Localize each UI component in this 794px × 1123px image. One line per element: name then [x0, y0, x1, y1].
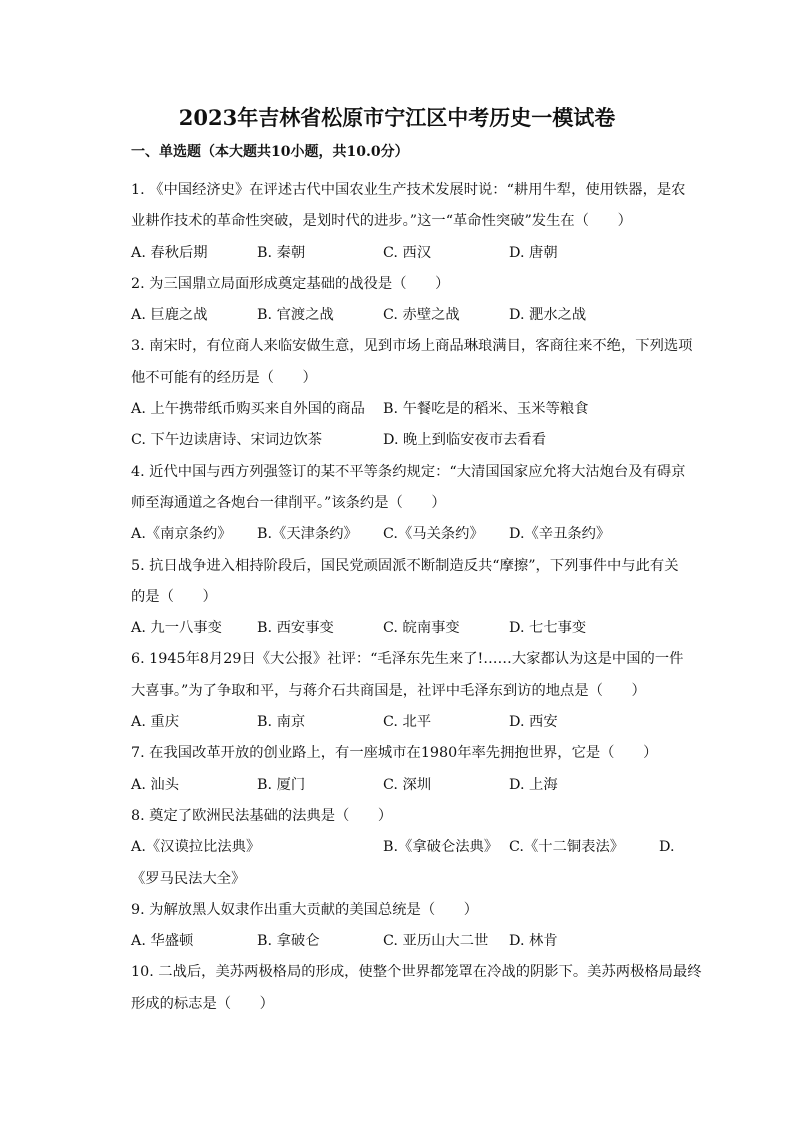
question-6-options: [131, 707, 691, 738]
question-list: [131, 175, 702, 1020]
option-d: D. 上海: [509, 776, 558, 793]
question-3-options-row1: [131, 394, 691, 425]
option-a: A. 重庆: [131, 714, 180, 731]
question-7-text: 7. 在我国改革开放的创业路上，有一座城市在1980年率先拥抱世界，它是（ ）: [131, 745, 658, 762]
question-3-options-row2: [131, 425, 691, 456]
option-c: C.《十二铜表法》: [509, 839, 625, 856]
question-3-text: 他不可能有的经历是（ ）: [131, 369, 317, 386]
option-c: C. 亚历山大二世: [383, 933, 489, 950]
option-d: 《罗马民法大全》: [131, 870, 246, 887]
option-a: A. 上午携带纸币购买来自外国的商品: [131, 401, 365, 418]
option-b: B. 官渡之战: [257, 307, 334, 324]
option-b: B.《天津条约》: [257, 526, 358, 543]
option-b: B. 拿破仑: [257, 933, 320, 950]
question-5-options: [131, 613, 691, 644]
option-a: A.《汉谟拉比法典》: [131, 839, 261, 856]
option-d: D. 唐朝: [509, 244, 558, 261]
question-9-options: [131, 926, 691, 957]
question-1-text: 1. 《中国经济史》在评述古代中国农业生产技术发展时说：“耕用牛犁，使用铁器，是农: [131, 182, 686, 198]
question-5-text: 的是（ ）: [131, 588, 217, 605]
question-1-options: [131, 238, 691, 269]
question-9-text: 9. 为解放黑人奴隶作出重大贡献的美国总统是（ ）: [131, 901, 479, 918]
question-1-text: 业耕作技术的革命性突破，是划时代的进步。”这一“革命性突破”发生在（ ）: [131, 213, 632, 230]
option-c: C. 北平: [383, 714, 432, 731]
option-b: B. 南京: [257, 714, 306, 731]
section-heading: 一、单选题（本大题共10小题，共10.0分）: [131, 144, 409, 160]
question-6-text: 大喜事。”为了争取和平，与蒋介石共商国是，社评中毛泽东到访的地点是（ ）: [131, 682, 646, 699]
option-b: B. 西安事变: [257, 620, 334, 637]
question-10-text: 形成的标志是（ ）: [131, 995, 274, 1012]
option-b: B. 秦朝: [257, 244, 306, 261]
option-c: C. 深圳: [383, 776, 432, 793]
option-d: D. 晚上到临安夜市去看看: [383, 432, 547, 449]
page-title: 2023年吉林省松原市宁江区中考历史一模试卷: [178, 105, 616, 130]
question-4-text: 4. 近代中国与西方列强签订的某不平等条约规定：“大清国国家应允将大沽炮台及有碍京: [131, 463, 686, 480]
question-2-options: [131, 300, 691, 331]
option-a: A. 春秋后期: [131, 244, 208, 261]
question-7-options: [131, 770, 691, 801]
option-d-letter: D.: [659, 839, 675, 856]
question-5-text: 5. 抗日战争进入相持阶段后，国民党顽固派不断制造反共“摩擦”，下列事件中与此有关: [131, 557, 679, 574]
question-8-text: 8. 奠定了欧洲民法基础的法典是（ ）: [131, 807, 393, 824]
option-d: D.《辛丑条约》: [509, 526, 611, 543]
option-b: B. 午餐吃是的稻米、玉米等粮食: [383, 401, 589, 418]
option-b: B. 厦门: [257, 776, 306, 793]
option-b: B.《拿破仑法典》: [383, 839, 499, 856]
option-a: A. 华盛顿: [131, 933, 194, 950]
option-a: A.《南京条约》: [131, 526, 232, 543]
question-2-text: 2. 为三国鼎立局面形成奠定基础的战役是（ ）: [131, 275, 450, 292]
option-d: D. 淝水之战: [509, 307, 587, 324]
option-a: A. 汕头: [131, 776, 180, 793]
option-d: D. 林肯: [509, 933, 558, 950]
option-d: D. 西安: [509, 714, 558, 731]
question-6-text: 6. 1945年8月29日《大公报》社评：“毛泽东先生来了!……大家都认为这是中国的一件: [131, 651, 684, 668]
question-8-options: [131, 832, 691, 863]
option-c: C. 赤壁之战: [383, 307, 460, 324]
option-c: C. 西汉: [383, 244, 432, 261]
question-4-options: [131, 519, 691, 550]
option-a: A. 巨鹿之战: [131, 307, 208, 324]
question-3-text: 3. 南宋时，有位商人来临安做生意，见到市场上商品琳琅满目，客商往来不绝，下列选项: [131, 338, 693, 355]
option-a: A. 九一八事变: [131, 620, 222, 637]
option-c: C. 下午边读唐诗、宋词边饮茶: [131, 432, 323, 449]
option-c: C.《马关条约》: [383, 526, 484, 543]
question-4-text: 师至海通道之各炮台一律削平。”该条约是（ ）: [131, 494, 446, 511]
option-c: C. 皖南事变: [383, 620, 460, 637]
option-d: D. 七七事变: [509, 620, 587, 637]
question-10-text: 10. 二战后，美苏两极格局的形成，使整个世界都笼罩在冷战的阴影下。美苏两极格局最终: [131, 964, 702, 981]
